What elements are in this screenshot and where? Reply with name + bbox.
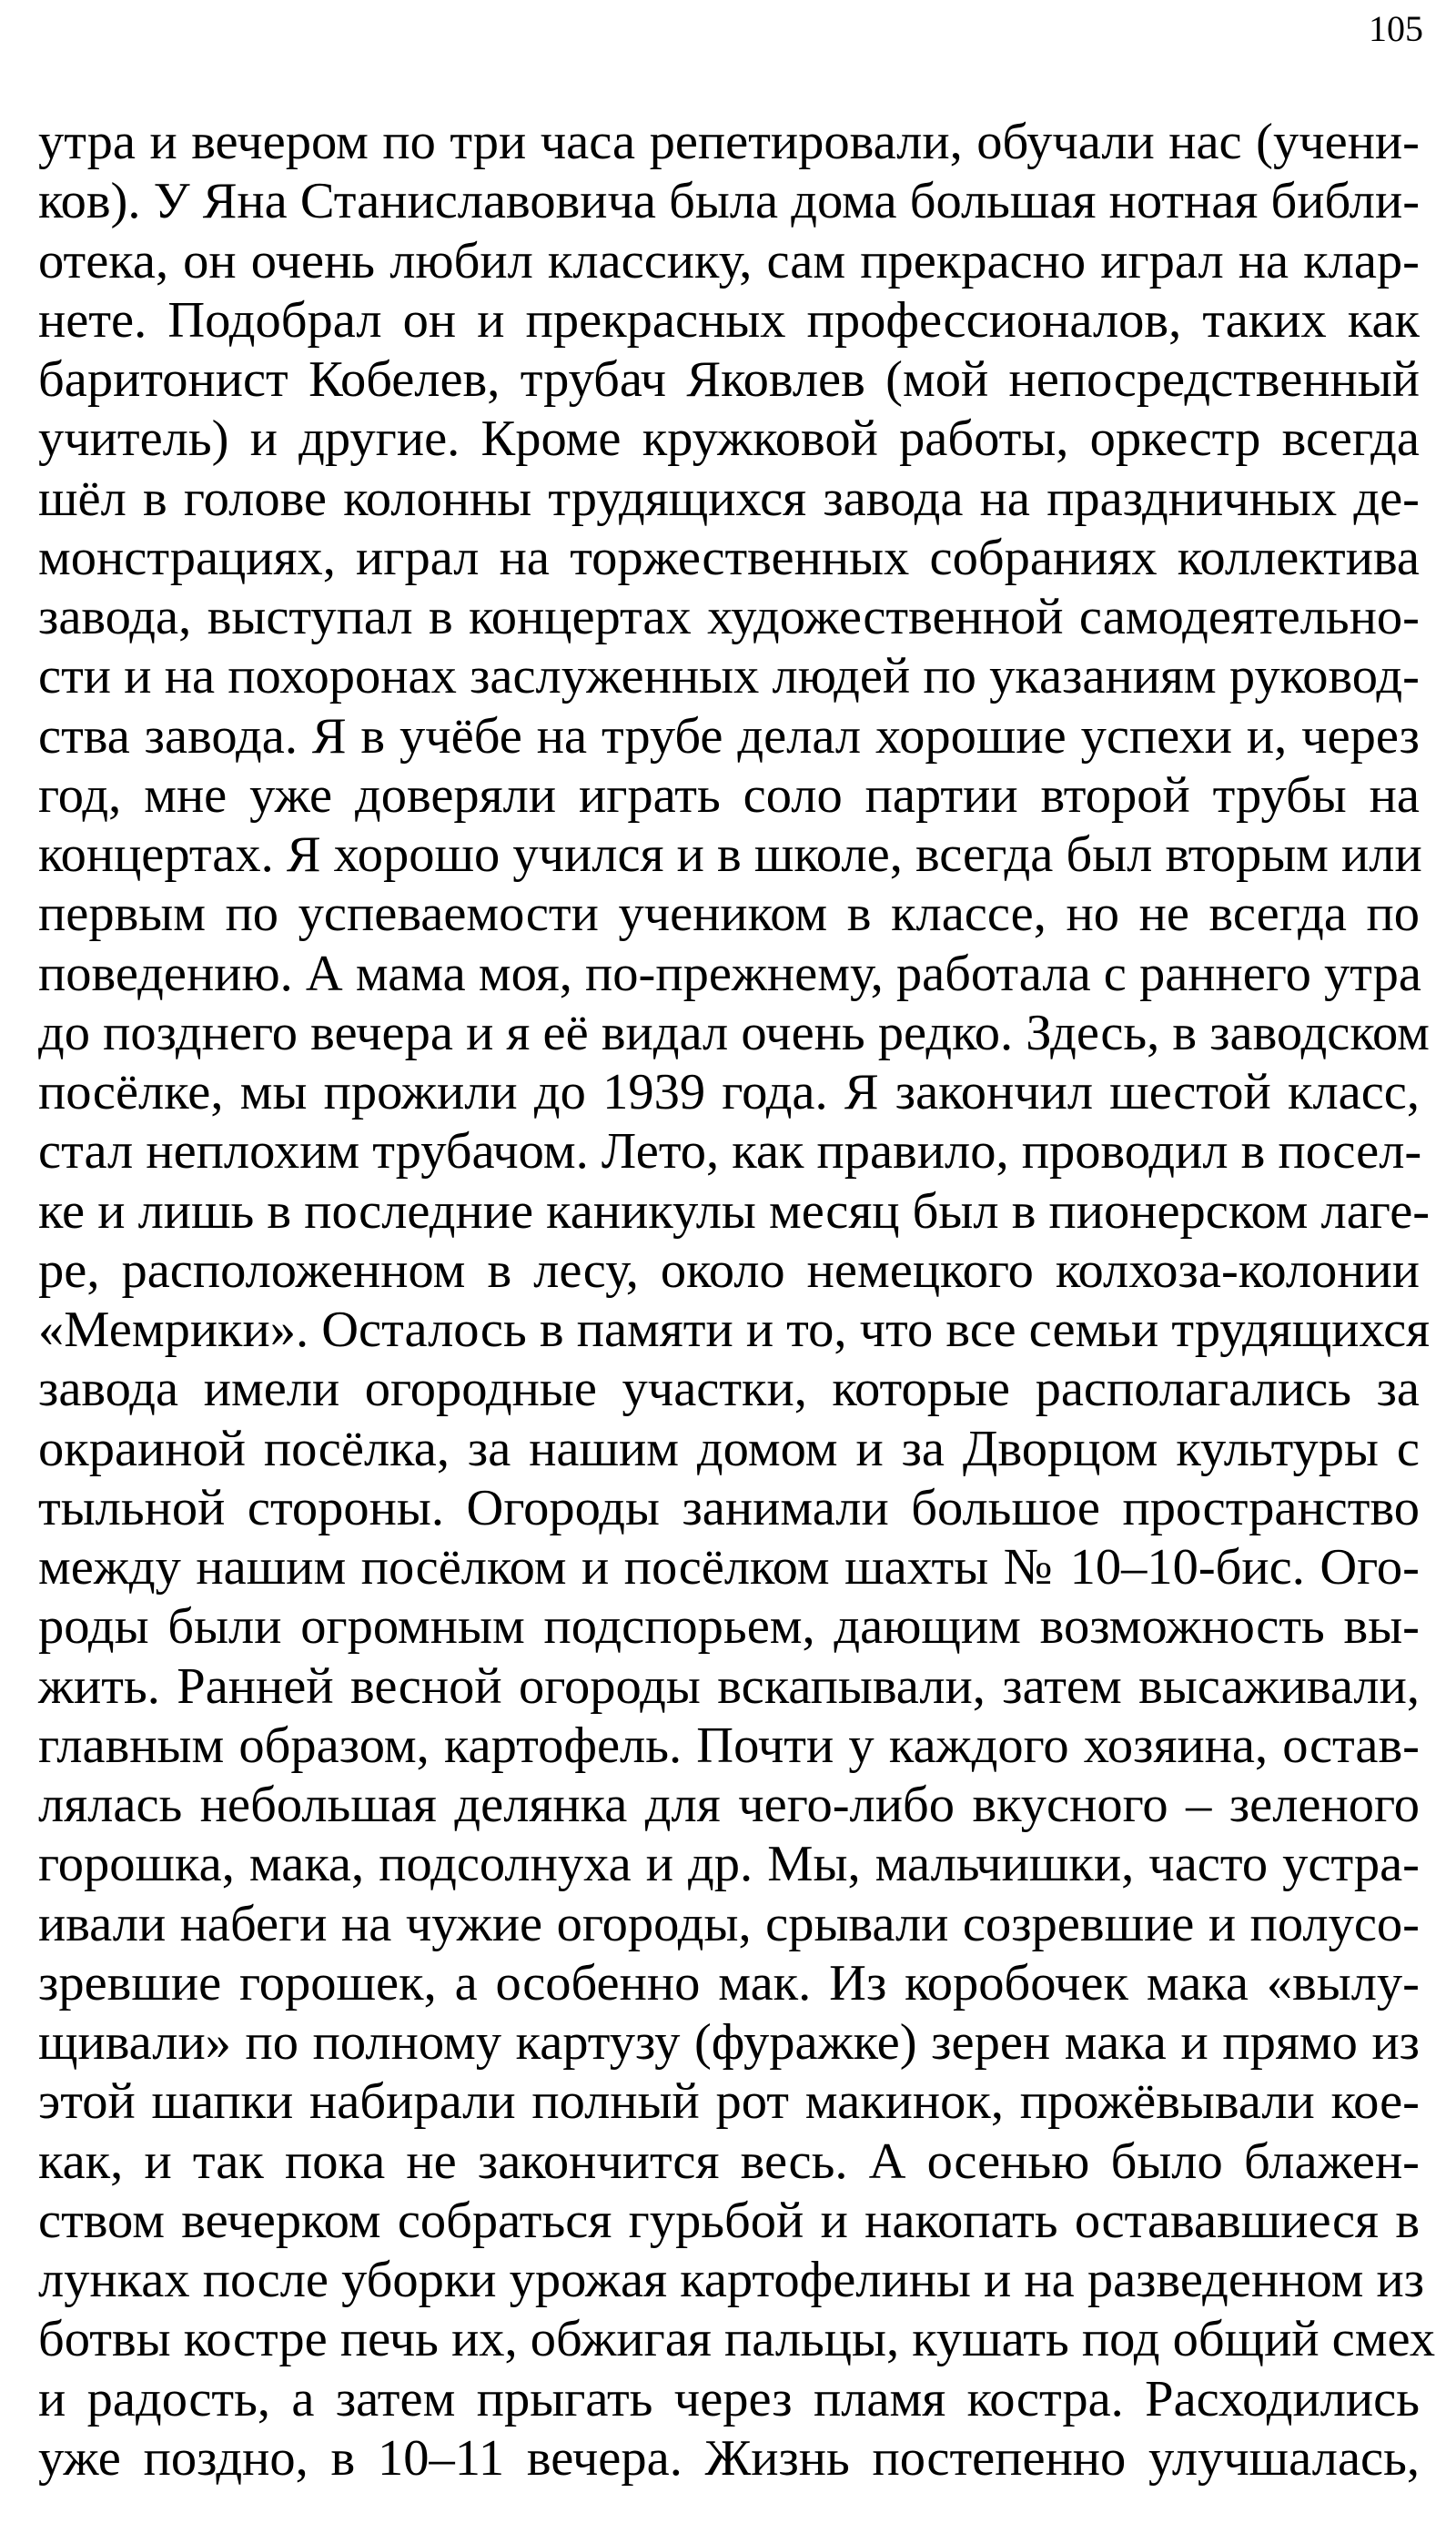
text-line: жить. Ранней весной огороды вскапывали, затем высаживали, — [38, 1657, 1420, 1715]
text-line: ре, расположенном в лесу, около немецкого колхоза-колонии — [38, 1241, 1420, 1299]
text-line: завода, выступал в концертах художественной самодеятельно- — [38, 589, 1420, 645]
text-line: концертах. Я хорошо учился и в школе, всегда был вторым или — [38, 826, 1422, 883]
text-line: щивали» по полному картузу (фуражке) зерен мака и прямо из — [38, 2014, 1420, 2071]
text-line: поведению. А мама моя, по-прежнему, работала с раннего утра — [38, 945, 1421, 1002]
text-line: окраиной посёлка, за нашим домом и за Дворцом культуры с — [38, 1420, 1420, 1477]
text-line: стал неплохим трубачом. Лето, как правило, проводил в посел- — [38, 1123, 1422, 1180]
text-line: год, мне уже доверяли играть соло партии второй трубы на — [38, 766, 1420, 824]
text-line: ков). У Яна Станиславовича была дома большая нотная библи- — [38, 173, 1421, 230]
text-line: ке и лишь в последние каникулы месяц был в пионерском лаге- — [38, 1182, 1431, 1240]
text-line: лунках после уборки урожая картофелины и на разведенном из — [38, 2252, 1425, 2308]
text-line: утра и вечером по три часа репетировали, обучали нас (учени- — [38, 114, 1420, 170]
text-line: зревшие горошек, а особенно мак. Из коробочек мака «вылу- — [38, 1954, 1420, 2011]
text-line: этой шапки набирали полный рот макинок, прожёвывали кое- — [38, 2073, 1420, 2131]
text-line: отека, он очень любил классику, сам прекрасно играл на клар- — [38, 232, 1420, 289]
text-line: монстрациях, играл на торжественных собраниях коллектива — [38, 529, 1420, 586]
text-line: шёл в голове колонны трудящихся завода на праздничных де- — [38, 470, 1420, 527]
text-line: тыльной стороны. Огороды занимали большое пространство — [38, 1479, 1420, 1536]
page-number: 105 — [1369, 8, 1423, 49]
text-line: баритонист Кобелев, трубач Яковлев (мой непосредственный — [38, 351, 1420, 408]
text-line: первым по успеваемости учеником в классе, но не всегда по — [38, 886, 1420, 943]
text-line: горошка, мака, подсолнуха и др. Мы, мальчишки, часто устра- — [38, 1836, 1420, 1893]
text-line: ства завода. Я в учёбе на трубе делал хорошие успехи и, через — [38, 707, 1420, 765]
text-line: сти и на похоронах заслуженных людей по указаниям руковод- — [38, 648, 1420, 705]
text-line: посёлке, мы прожили до 1939 года. Я закончил шестой класс, — [38, 1064, 1420, 1120]
text-line: учитель) и другие. Кроме кружковой работы, оркестр всегда — [38, 410, 1420, 468]
text-line: ботвы костре печь их, обжигая пальцы, кушать под общий смех — [38, 2311, 1436, 2368]
text-line: завода имели огородные участки, которые располагались за — [38, 1361, 1420, 1418]
text-line: лялась небольшая делянка для чего-либо вкусного – зеленого — [38, 1777, 1420, 1833]
text-line: и радость, а затем прыгать через пламя костра. Расходились — [38, 2370, 1420, 2427]
text-line: «Мемрики». Осталось в памяти и то, что все семьи трудящихся — [38, 1302, 1431, 1358]
text-line: до позднего вечера и я её видал очень редко. Здесь, в заводском — [38, 1004, 1430, 1061]
text-line: роды были огромным подспорьем, дающим возможность вы- — [38, 1598, 1420, 1656]
text-line: между нашим посёлком и посёлком шахты № 10–10-бис. Ого- — [38, 1539, 1420, 1596]
text-line: ством вечерком собраться гурьбой и накопать остававшиеся в — [38, 2192, 1420, 2249]
body-text — [38, 113, 1436, 2488]
text-line: главным образом, картофель. Почти у каждого хозяина, остав- — [38, 1717, 1420, 1774]
text-line: ивали набеги на чужие огороды, срывали созревшие и полусо- — [38, 1895, 1420, 1952]
text-line: уже поздно, в 10–11 вечера. Жизнь постепенно улучшалась, — [38, 2429, 1420, 2487]
text-line: нете. Подобрал он и прекрасных профессионалов, таких как — [38, 291, 1420, 349]
text-line: как, и так пока не закончится весь. А осенью было блажен- — [38, 2133, 1420, 2190]
